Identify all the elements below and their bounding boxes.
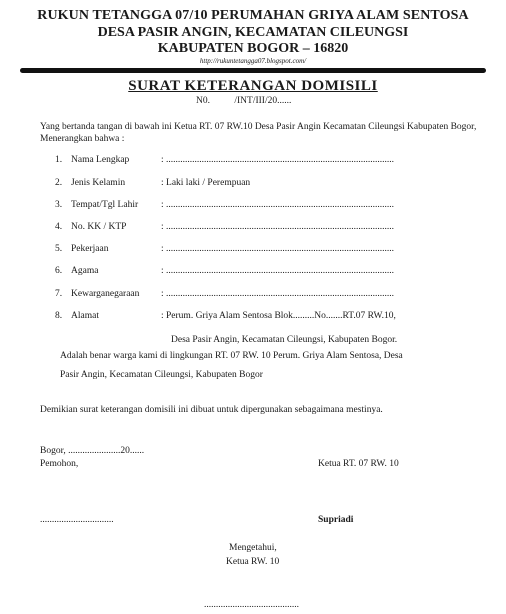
field-label: No. KK / KTP: [71, 222, 127, 232]
field-value: : ................................................................................................: [161, 244, 395, 254]
field-label: Pekerjaan: [71, 244, 109, 254]
letterhead-line-3: KABUPATEN BOGOR – 16820: [157, 41, 349, 56]
field-kewarganegaraan: [40, 289, 480, 301]
field-value: : Perum. Griya Alam Sentosa Blok.........No.......RT.07 RW.10,: [161, 311, 396, 321]
letter-number: N0. /INT/III/20......: [196, 96, 292, 106]
applicant-label: Pemohon,: [40, 459, 79, 469]
field-number: 7.: [55, 289, 63, 299]
letterhead-divider: [20, 68, 486, 73]
field-alamat: [40, 311, 480, 323]
field-value: : ................................................................................................: [161, 200, 395, 210]
letterhead-url: http://rukuntetangga07.blogspot.com/: [199, 57, 307, 65]
field-value: : Laki laki / Perempuan: [161, 178, 251, 188]
closing-sentence: Demikian surat keterangan domisili ini dibuat untuk dipergunakan sebagaimana mestinya.: [40, 405, 383, 415]
field-label: Alamat: [71, 311, 99, 321]
field-label: Jenis Kelamin: [71, 178, 126, 188]
field-value: : ................................................................................................: [161, 289, 395, 299]
field-number: 8.: [55, 311, 63, 321]
field-label: Kewarganegaraan: [71, 289, 140, 299]
field-no-kk-ktp: [40, 222, 480, 234]
field-pekerjaan: [40, 244, 480, 256]
field-label: Agama: [71, 266, 99, 276]
field-number: 4.: [55, 222, 63, 232]
rt-head-name: Supriadi: [318, 515, 354, 525]
field-number: 3.: [55, 200, 63, 210]
acknowledge-label: Mengetahui,: [229, 543, 277, 553]
field-number: 5.: [55, 244, 63, 254]
field-nama-lengkap: [40, 155, 480, 167]
letterhead-line-1: RUKUN TETANGGA 07/10 PERUMAHAN GRIYA ALAM SENTOSA: [37, 8, 469, 23]
statement-line-2: Pasir Angin, Kecamatan Cileungsi, Kabupaten Bogor: [60, 370, 263, 380]
field-value: : ................................................................................................: [161, 222, 395, 232]
applicant-signature-line: ...............................: [40, 515, 114, 525]
rt-head-label: Ketua RT. 07 RW. 10: [318, 459, 399, 469]
field-number: 1.: [55, 155, 63, 165]
letter-title: SURAT KETERANGAN DOMISILI: [128, 78, 378, 94]
rw-head-label: Ketua RW. 10: [226, 557, 280, 567]
field-agama: [40, 266, 480, 278]
address-continuation: Desa Pasir Angin, Kecamatan Cileungsi, Kabupaten Bogor.: [171, 335, 398, 345]
rw-signature-line: ........................................: [204, 600, 299, 610]
field-value: : ................................................................................................: [161, 266, 395, 276]
field-number: 2.: [55, 178, 63, 188]
date-place: Bogor, ......................20......: [40, 446, 145, 456]
field-label: Nama Lengkap: [71, 155, 130, 165]
field-label: Tempat/Tgl Lahir: [71, 200, 139, 210]
intro-paragraph: Yang bertanda tangan di bawah ini Ketua RT. 07 RW.10 Desa Pasir Angin Kecamatan Cileungsi Kabupaten Bogor, Menerangkan bahwa :: [40, 122, 477, 144]
field-jenis-kelamin: [40, 178, 480, 190]
field-value: : ................................................................................................: [161, 155, 395, 165]
letterhead-line-2: DESA PASIR ANGIN, KECAMATAN CILEUNGSI: [97, 25, 409, 40]
field-tempat-tgl-lahir: [40, 200, 480, 212]
field-number: 6.: [55, 266, 63, 276]
statement-line-1: Adalah benar warga kami di lingkungan RT. 07 RW. 10 Perum. Griya Alam Sentosa, Desa: [60, 351, 403, 361]
